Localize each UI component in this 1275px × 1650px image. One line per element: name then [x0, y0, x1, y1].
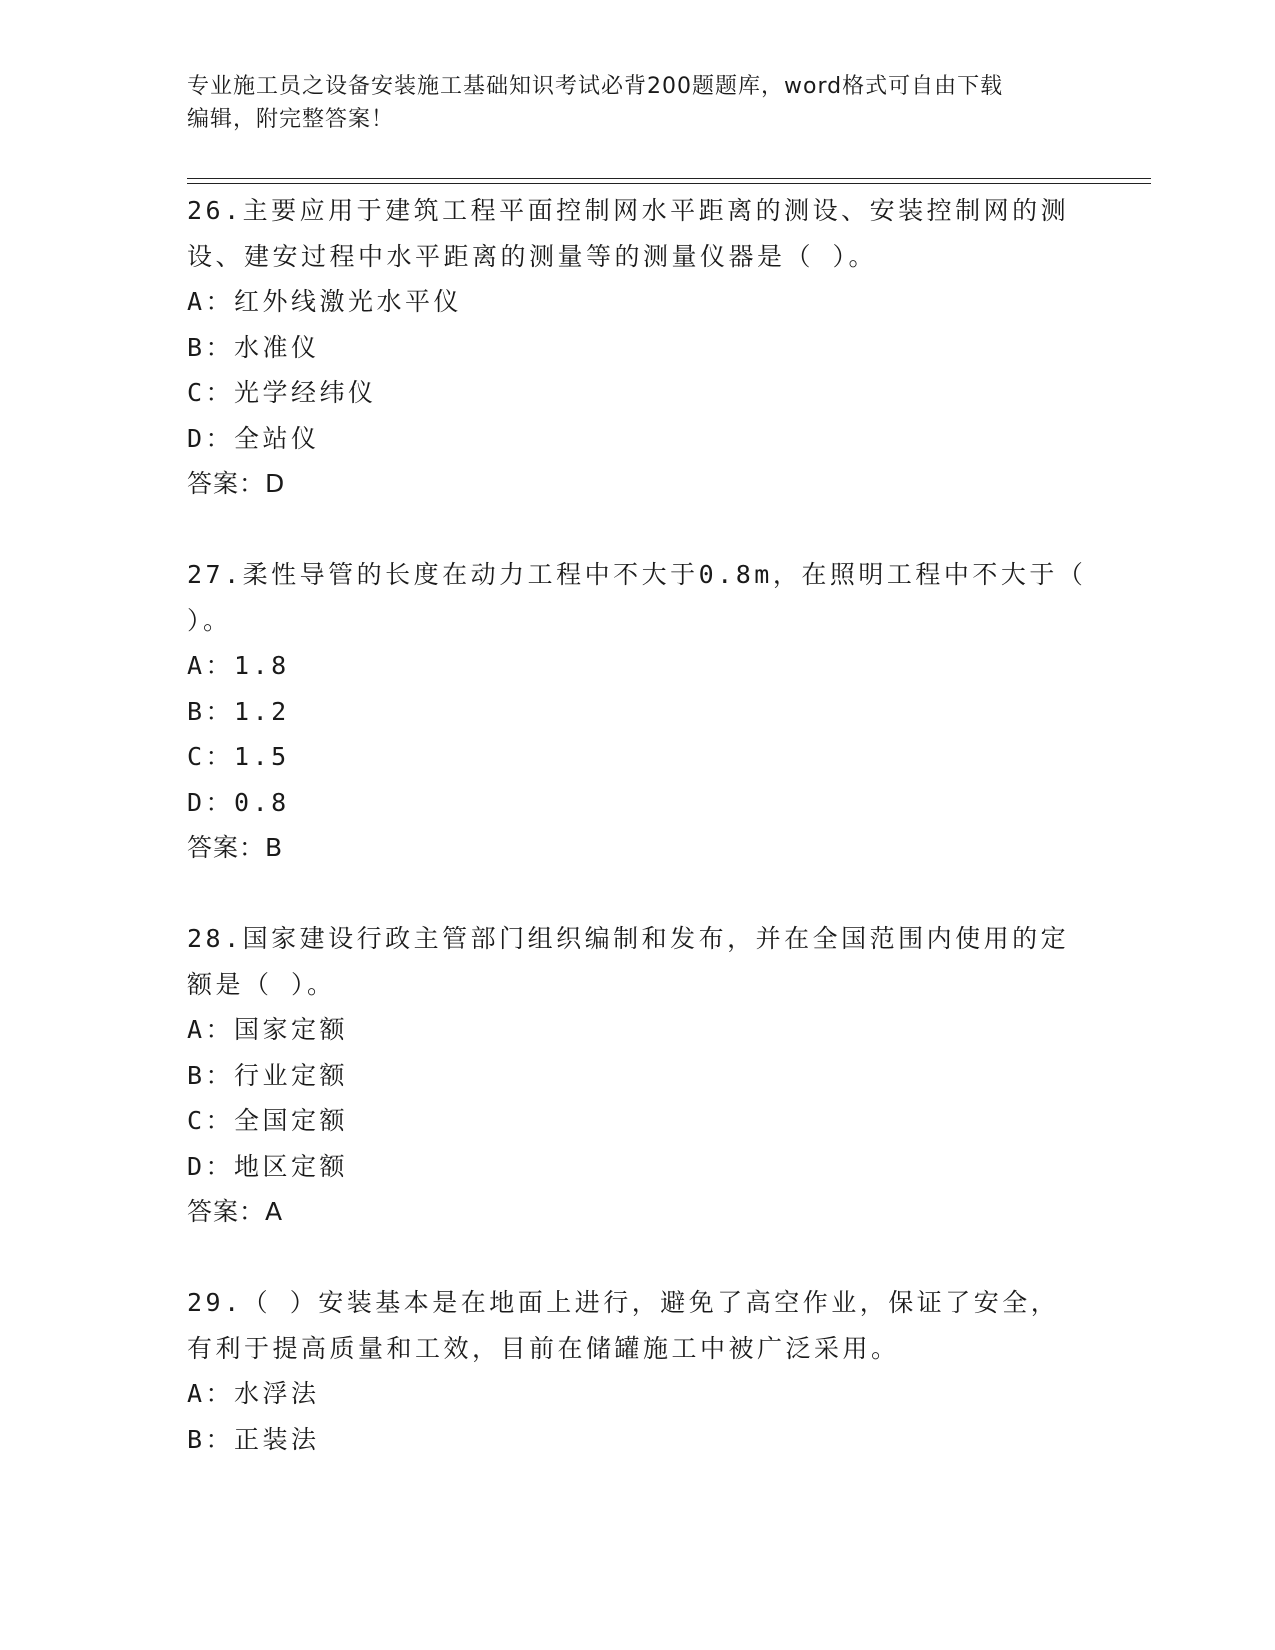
question-26 [187, 188, 1087, 507]
option-b: B：1.2 [187, 696, 290, 726]
header-divider-bottom [187, 183, 1151, 184]
question-text: 27.柔性导管的长度在动力工程中不大于0.8m，在照明工程中不大于（ ）。 [187, 560, 1087, 635]
answer-line: 答案：B [187, 833, 284, 862]
spacer [187, 1235, 1087, 1281]
option-d: D：全站仪 [187, 423, 320, 453]
option-a: A：红外线激光水平仪 [187, 287, 463, 316]
answer-line: 答案：A [187, 1197, 284, 1226]
option-b: B：行业定额 [187, 1060, 349, 1090]
question-list [187, 188, 1087, 1462]
header-title-line-1: 专业施工员之设备安装施工基础知识考试必背200题题库，word格式可自由下载 [187, 74, 1004, 99]
question-text: 26.主要应用于建筑工程平面控制网水平距离的测设、安装控制网的测设、建安过程中水平距离的测量等的测量仪器是（ ）。 [187, 196, 1070, 271]
header-title-line-2: 编辑，附完整答案！ [187, 107, 395, 132]
question-text: 29.（ ）安装基本是在地面上进行，避免了高空作业，保证了安全，有利于提高质量和工效，目前在储罐施工中被广泛采用。 [187, 1288, 1060, 1363]
document-header [187, 70, 1087, 136]
option-a: A：水浮法 [187, 1379, 320, 1408]
question-text: 28.国家建设行政主管部门组织编制和发布，并在全国范围内使用的定额是（ ）。 [187, 924, 1070, 999]
option-c: C：全国定额 [187, 1106, 349, 1135]
question-29 [187, 1280, 1087, 1462]
option-c: C：1.5 [187, 742, 290, 771]
option-c: C：光学经纬仪 [187, 378, 377, 407]
option-b: B：正装法 [187, 1424, 320, 1454]
answer-line: 答案：D [187, 469, 286, 498]
question-27 [187, 552, 1087, 871]
option-d: D：地区定额 [187, 1151, 349, 1181]
question-28 [187, 916, 1087, 1235]
option-d: D：0.8 [187, 787, 290, 817]
option-a: A：国家定额 [187, 1015, 349, 1044]
option-a: A：1.8 [187, 651, 290, 680]
spacer [187, 871, 1087, 917]
header-divider-top [187, 178, 1151, 179]
option-b: B：水准仪 [187, 332, 320, 362]
spacer [187, 507, 1087, 553]
